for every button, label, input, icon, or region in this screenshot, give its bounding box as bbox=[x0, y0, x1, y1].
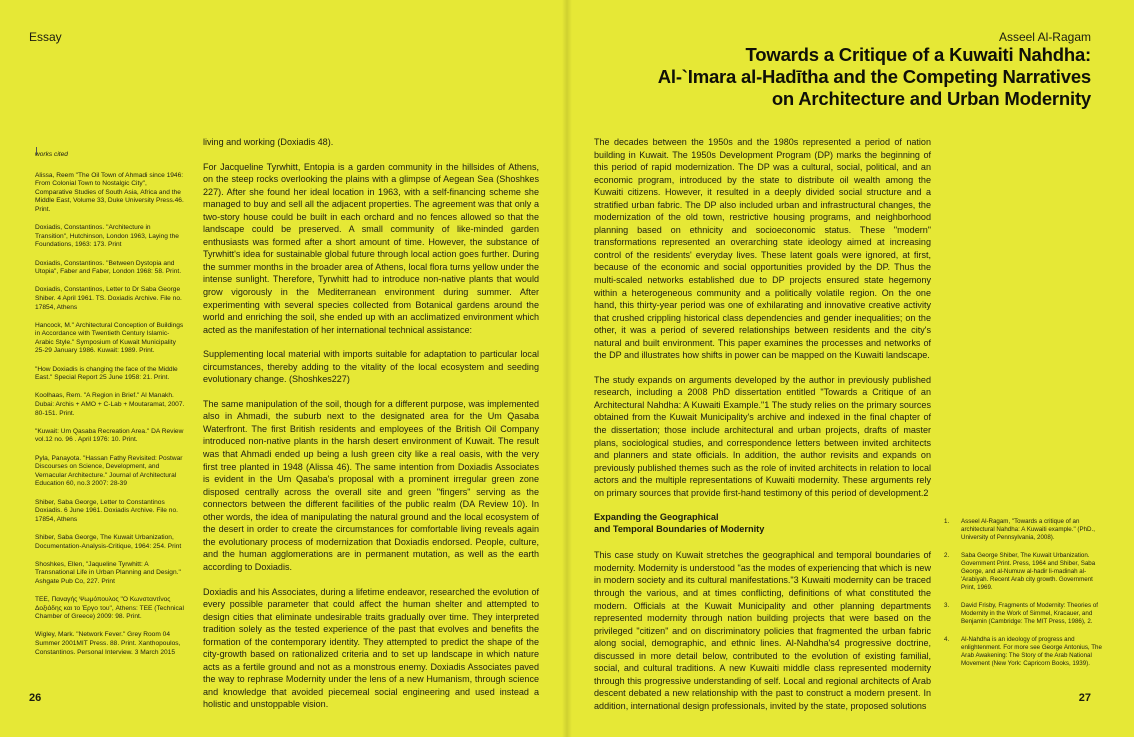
body-paragraph: living and working (Doxiadis 48). bbox=[203, 137, 334, 147]
title-line: on Architecture and Urban Modernity bbox=[771, 88, 1091, 109]
footnote bbox=[944, 518, 1106, 542]
footnotes bbox=[944, 518, 1106, 677]
footnote-number: 4. bbox=[944, 635, 950, 643]
works-cited-entry: Shoshkes, Ellen, "Jaqueline Tyrwhitt: A Transnational Life in Urban Planning and Design." Ashgate Pub Co, 227. Print bbox=[35, 560, 181, 585]
body-paragraph: Doxiadis and his Associates, during a lifetime endeavor, researched the evolution of every possible parameter that could affect the human shelter and attempted to design cities that eliminate undesirable traits gradually over time. They interpreted tradition solely as the tested experience of the past that evolves and benefits the formation of the contemporary identity. They attempted to predict the shape of the city-growth based on rationalized criteria and to set up landscape in which nature acts as a fertile ground and not as a monstrous enemy. Doxiadis Associates paved the way to rephrase Modernity under the lens of a new Humanism, through science and knowledge that avoided piecemeal social engineering and used instead a holistic and unstoppable vision. bbox=[203, 586, 539, 710]
works-cited-entry: Koolhaas, Rem. "A Region in Brief." Al Manakh. Dubai: Archis + AMO + C-Lab + Moutaramat, 2007. 80-151. Print. bbox=[35, 392, 185, 417]
footnote-text: Saba George Shiber, The Kuwait Urbanization. Government Print. Press, 1964 and Shiber, Saba George, and al-Numuw al-hadir li-madinah al-'Arabiyah. Recent Arab city growth. Government Print, 1969. bbox=[961, 551, 1096, 592]
section-heading-line: Expanding the Geographical bbox=[594, 512, 719, 523]
footnote-number: 3. bbox=[944, 601, 950, 609]
page-number-left: 26 bbox=[29, 692, 42, 704]
title-line: Al-`Imara al-Hadītha and the Competing Narratives bbox=[657, 66, 1091, 87]
footnote bbox=[944, 636, 1106, 668]
footnote-text: Asseel Al-Ragam, "Towards a critique of an architectural Nahdha: A Kuwaiti example." (PhD., University of Pennsylvania, 2008). bbox=[961, 518, 1095, 542]
body-paragraph: This case study on Kuwait stretches the geographical and temporal boundaries of modernity. Modernity is understood "as the modes of experiencing that which is new in modern society and its cultural manifestations."3 Kuwaiti modernity can be traced through the various, and at times conflicting, definitions of what constituted the modern. Officials at the Kuwait Municipality and other planning departments represented modernity through nation building projects that were based on the privileged "citizen" and on discriminatory policies that fragmented the urban fabric along social, demographic, and ethnic lines. Al-Nahdha's4 progressive doctrine, discussed in more detail below, contributed to the evolution of existing familial, social, and cultural traditions. A new Kuwaiti middle class represented modernity through this progressive understanding of self. Local and regional architects of Arab descent debated a new relationship with the past to construct a modern present. In addition, international design professionals, invited by the state, proposed solutions bbox=[594, 550, 931, 711]
body-paragraph: The decades between the 1950s and the 1980s represented a period of nation building in Kuwait. The 1950s Development Program (DP) marks the beginning of this period of rapid modernization. The DP was a cultural, social, political, and an economic program, introduced by the state to distribute oil wealth among the Kuwaiti citizens. However, it resulted in a deeply divided social structure and a stratified urban fabric. The DP also included urban and infrastructural changes, the modernization of the old town, restrictive housing programs, and neighborhood planning based on ethnicity and socioeconomic status. These "modern" transformations represented an overarching state ideology aimed at increasing control of the residents' everyday lives. These latent goals were ignored, at first, because of the economic and social opportunities provided by the DP. Thus the multi-scaled networks established due to DP projects ensured state hegemony within a heterogeneous community and a politically volatile region. On the one hand, this thirty-year period was one of exhilarating and innovative creative activity that crushed crippling historical class dependencies and gender inequalities; on the other, it was a period of severed relationships between residents and the city's natural and built environment. This paper examines the processes and networks of the DP and illustrates how shifts in power can be mapped on the Kuwaiti landscape. bbox=[594, 137, 931, 361]
works-cited-entry: TEE, Παναγής Ψωμόπουλος "Ο Κωνσταντίνος Δοξιάδης και το Έργο του", Athens: TEE (Technical Chamber of Greece) 2009: 98. Print. bbox=[35, 596, 184, 621]
works-cited-entry: Doxiadis, Constantinos, Letter to Dr Saba George Shiber. 4 April 1961. TS. Doxiadis Archive. File no. 17854, Athens bbox=[35, 286, 182, 311]
works-cited-entry: Shiber, Saba George, Letter to Constantinos Doxiadis. 6 June 1961. Doxiadis Archive. File no. 17854, Athens bbox=[35, 498, 178, 523]
body-paragraph: Supplementing local material with imports suitable for adaptation to particular local circumstances, thereby adding to the vitality of the local ecosystem and seeding evolutionary change. (Shoshkes227) bbox=[203, 349, 539, 385]
works-cited-entry: Shiber, Saba George, The Kuwait Urbanization, Documentation-Analysis-Critique, 1964: 254. Print bbox=[35, 533, 182, 550]
works-cited-entry: Doxiadis, Constantinos. "Between Dystopia and Utopia", Faber and Faber, London 1968: 58. Print. bbox=[35, 259, 182, 276]
left-body-column bbox=[203, 136, 539, 723]
running-head-right: Asseel Al-Ragam bbox=[998, 30, 1091, 44]
works-cited-entry: "Kuwait: Um Qasaba Recreation Area." DA Review vol.12 no. 96 . April 1976: 10. Print. bbox=[35, 427, 184, 444]
section-heading-line: and Temporal Boundaries of Modernity bbox=[594, 524, 765, 535]
works-cited-entry: Alissa, Reem "The Oil Town of Ahmadi since 1946: From Colonial Town to Nostalgic City", Comparative Studies of South Asia, Africa and the Middle East, Volume 33, Duke University Press.46. Print. bbox=[35, 171, 184, 213]
section-heading bbox=[594, 511, 931, 535]
page-number-right: 27 bbox=[1078, 692, 1091, 704]
works-cited bbox=[35, 144, 185, 667]
body-paragraph: The same manipulation of the soil, though for a different purpose, was implemented also in Ahmadi, the suburb next to the designated area for the Um Qasaba Waterfront. The first British residents and employees of the British Oil Company introduced non-native plants in the harsh desert environment of Kuwait. The result was that Ahmadi ended up being a lush green city like a real oasis, with the very first tree planted in 1948 (Alissa 46). The same intention from Doxiadis Associates is evident in the Um Qasaba's proposal with a prominent irregular green zone disposed centrally across the overall site and green "fingers" serving as the connectors between the different facilities of the public realm (DA Review 10). In other words, the idea of manipulating the natural ground and the local ecosystem of the desert in order to create the circumstances for comfortable living reveals again the evolutionary process of modernization that Doxiadis endorsed. People, culture, and the human agglomerations are in permanent mutation, as well as the earth according to Doxiadis. bbox=[203, 398, 539, 572]
works-cited-entry: "How Doxiadis is changing the face of the Middle East." Special Report 25 June 1958: 21. Print. bbox=[35, 365, 178, 382]
running-head-left: Essay bbox=[29, 30, 62, 44]
title-line: Towards a Critique of a Kuwaiti Nahdha: bbox=[745, 44, 1091, 65]
works-cited-heading: works cited bbox=[35, 151, 68, 158]
footnote-number: 1. bbox=[944, 518, 950, 525]
works-cited-entry: Wigley, Mark. "Network Fever." Grey Room 04 Summer 2001MIT Press. 88. Print. Xanthopoulos, Constantinos. Personal Interview. 3 March 2015 bbox=[35, 631, 181, 656]
footnote bbox=[944, 602, 1106, 626]
footnote bbox=[944, 552, 1106, 592]
footnote-text: Al-Nahdha is an ideology of progress and enlightenment. For more see George Antonius, The Arab Awakening: The Story of the Arab National Movement (New York: Capricorn Books, 1939). bbox=[961, 635, 1102, 667]
body-paragraph: For Jacqueline Tyrwhitt, Entopia is a garden community in the hillsides of Athens, on the steep rocks overlooking the plains with a glimpse of Aegean Sea (Shoshkes 227). After she found her ideal location in 1963, with a self-financing scheme she managed to buy and sell all the adjacent properties. The agreement was that only a two-story house could be built in each orchard and no fences allowed so that the landscape could be preserved. A small community of like-minded garden enthusiasts was formed after a short amount of time. However, the substance of Tyrwhitt's idea for sustainable global future through local action goes further. During the summer months in the broader area of Athens, local flora turns yellow under the intense sunlight. Therefore, Tyrwhitt had to introduce non-native plants that would grow vigorously in the Mediterranean environment during summer. After experimenting with several species collected from Botanical gardens around the world and enriching the soil, she ended up with an acclimatized environment which acted as the manifestation of her international technical assistance: bbox=[203, 161, 539, 335]
body-paragraph: The study expands on arguments developed by the author in previously published research, including a 2008 PhD dissertation entitled "Towards a Critique of an Architectural Nahdha: A Kuwaiti Example."1 The study relies on the primary sources obtained from the Kuwait Municipality's archive and indexed in the final chapter of the dissertation; those include architectural and urban projects, drafts of master plans, sociological studies, and correspondence letters between invited architects and planners and state officials. In addition, the author revisits and expands on previously published themes such as the role of invited architects in relation to local actors and the multiple representations of Kuwaiti modernity. These arguments rely on primary sources that provide first-hand testimony of this period of development.2 bbox=[594, 374, 931, 498]
right-body-column bbox=[594, 136, 931, 724]
works-cited-entry: Pyla, Panayota. "Hassan Fathy Revisited: Postwar Discourses on Science, Development, and Vernacular Architecture." Journal of Architectural Education 60, no.3 2007: 28-39 bbox=[35, 454, 183, 488]
article-title bbox=[551, 44, 1091, 110]
works-cited-entry: Doxiadis, Constantinos. "Architecture in Transition", Hutchinson, London 1963, Laying the Foundations, 1963: 173. Print bbox=[35, 224, 179, 249]
footnote-text: David Frisby, Fragments of Modernity: Theories of Modernity in the Work of Simmel, Kracauer, and Benjamin (Cambridge: The MIT Press, 1986), 2. bbox=[961, 601, 1098, 625]
footnote-number: 2. bbox=[944, 551, 950, 559]
works-cited-entry: Hancock, M." Architectural Conception of Buildings in Accordance with Twentieth Century Islamic-Arabic Style." Symposium of Kuwait Municipality 25-29 January 1986. Kuwait: 1989. Print. bbox=[35, 321, 184, 355]
